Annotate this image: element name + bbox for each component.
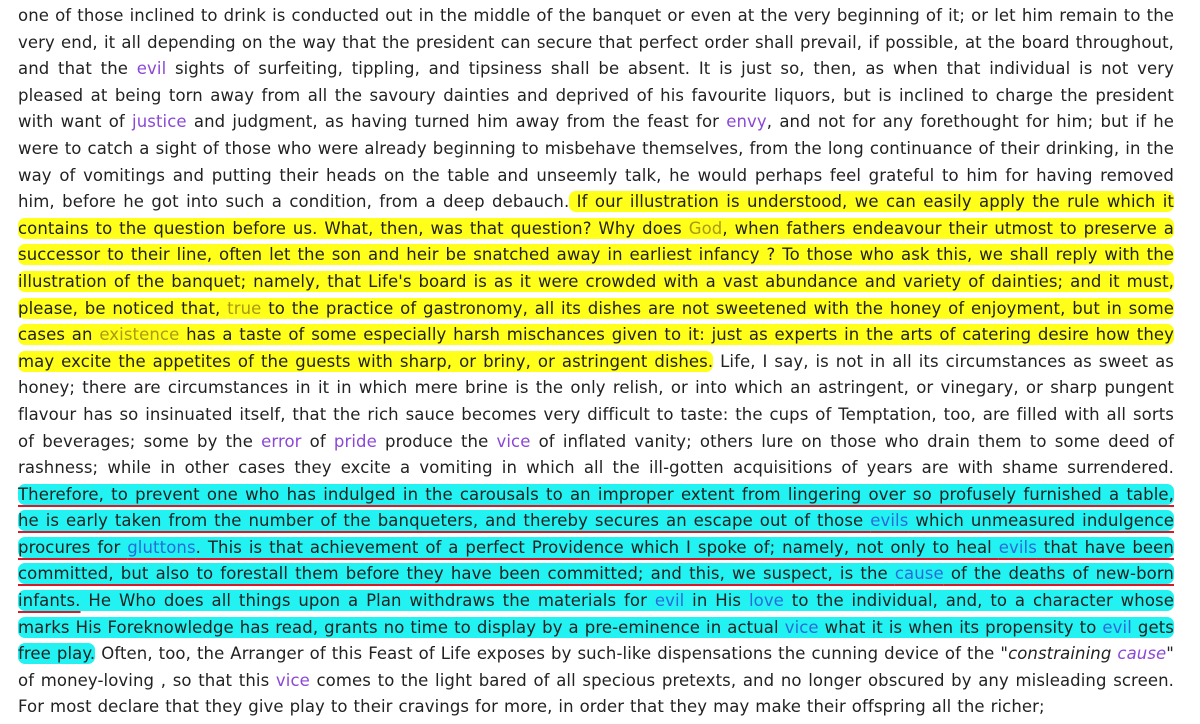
text-run: of the deaths of new-born infants. <box>18 564 1174 611</box>
term-link-error[interactable]: error <box>261 431 302 451</box>
yellow-highlight <box>18 191 1174 372</box>
cyan-highlight <box>18 484 1174 665</box>
term-link-cause[interactable]: cause <box>1117 644 1167 664</box>
text-run: of <box>301 431 334 451</box>
text-run: "constraining <box>1000 644 1118 664</box>
term-link-justice[interactable]: justice <box>132 112 187 132</box>
term-link-true[interactable]: true <box>227 298 262 318</box>
term-link-cause[interactable]: cause <box>894 564 944 584</box>
term-link-envy[interactable]: envy <box>726 112 767 132</box>
text-run: . This is that achievement of a perfect Providence which I spoke of; namely, not only to heal <box>195 537 999 557</box>
text-run: He Who does all things upon a Plan withdraws the materials for <box>80 591 655 611</box>
term-link-evils[interactable]: evils <box>998 537 1037 557</box>
text-run: Life, I say, is not in all its circumstances as sweet as honey; there are circumstances in it in which mere brine is the only relish, or into which an astringent, or vinegary, or sharp pungent flavour has so insinuated itself, that the rich sauce becomes very difficult to taste: the cups of Temptation, too, are filled with all sorts of beverages; some by the <box>18 351 1174 451</box>
term-link-vice[interactable]: vice <box>496 431 531 451</box>
text-run: Often, too, the Arranger of this Feast of Life exposes by such-like dispensations the cunning device of the <box>95 644 1001 664</box>
text-run: produce the <box>376 431 497 451</box>
text-run: what it is when its propensity to <box>818 617 1103 637</box>
text-run: comes to the light bared of all specious pretexts, and no longer obscured by any misleading screen. For most declare that they give play to their cravings for more, in order that they may make their offspring all the richer; <box>18 670 1174 717</box>
text-run: If our illustration is understood, we can easily apply the rule which it contains to the question before us. What, then, was that question? Why does <box>18 192 1175 238</box>
text-run: of inflated vanity; others lure on those who drain them to some deed of rashness; while in other cases they excite a vomiting in which all the ill-gotten acquisitions of years are with shame surrendered. <box>18 431 1175 478</box>
text-run: one of those inclined to drink is conducted out in the middle of the banquet or even at the very beginning of it; or let him remain to the very end, it all depending on the way that the president can secure that perfect order shall prevail, if possible, at the board throughout, and that the <box>18 6 1174 79</box>
text-run: sights of surfeiting, tippling, and tipsiness shall be absent. It is just so, then, as when that individual is not very pleased at being torn away from all the savoury dainties and deprived of his favourite liquors, but is inclined to charge the president with want of <box>18 59 1174 132</box>
term-link-love[interactable]: love <box>748 591 784 611</box>
term-link-vice[interactable]: vice <box>275 670 310 690</box>
text-run: Therefore, to prevent one who has indulged in the carousals to an improper extent from lingering over so profusely furnished a table, he is early taken from the number of the banqueters, and thereby secures an escape out of those <box>18 484 1174 531</box>
text-run: " <box>1166 644 1174 664</box>
body-paragraph <box>18 3 1174 721</box>
term-link-evil[interactable]: evil <box>136 59 167 79</box>
text-run: to the individual, and, to a character whose marks His Foreknowledge has read, grants no time to display by a pre-eminence in actual <box>18 591 1174 637</box>
term-link-existence[interactable]: existence <box>99 325 180 345</box>
text-run: that have been committed, but also to forestall them before they have been committed; and this, we suspect, is the <box>18 537 1174 584</box>
term-link-vice[interactable]: vice <box>784 617 819 637</box>
text-run: gets free play. <box>18 617 1174 664</box>
term-link-evil[interactable]: evil <box>654 591 685 611</box>
text-run: , when fathers endeavour their utmost to preserve a successor to their line, often let the son and heir be snatched away in earliest infancy ? To those who ask this, we shall reply with the illustration of the banquet; namely, that Life's board is as it were crowded with a vast abundance and variety of dainties; and it must, please, be noticed that, <box>18 218 1174 318</box>
term-link-gluttons[interactable]: gluttons <box>127 537 196 557</box>
text-run: to the practice of gastronomy, all its dishes are not sweetened with the honey of enjoyment, but in some cases an <box>18 298 1174 345</box>
term-link-evil[interactable]: evil <box>1102 617 1132 637</box>
text-run: and judgment, as having turned him away from the feast for <box>186 112 727 132</box>
term-link-god[interactable]: God <box>688 218 723 238</box>
text-run: has a taste of some especially harsh mischances given to it: just as experts in the arts of catering desire how they may excite the appetites of the guests with sharp, or briny, or astringent dishes. <box>18 325 1175 371</box>
text-run: in His <box>684 591 749 611</box>
term-link-evils[interactable]: evils <box>870 511 909 531</box>
term-link-pride[interactable]: pride <box>333 431 377 451</box>
text-run: of money-loving , so that this <box>18 670 276 690</box>
text-run: which unmeasured indulgence procures for <box>18 511 1174 557</box>
text-run: , and not for any forethought for him; but if he were to catch a sight of those who were already beginning to misbehave themselves, from the long continuance of their drinking, in the way of vomitings and putting their heads on the table and unseemly talk, he would perhaps feel grateful to him for having removed him, before he got into such a condition, from a deep debauch. <box>18 112 1175 212</box>
quoted-phrase <box>1000 644 1174 663</box>
